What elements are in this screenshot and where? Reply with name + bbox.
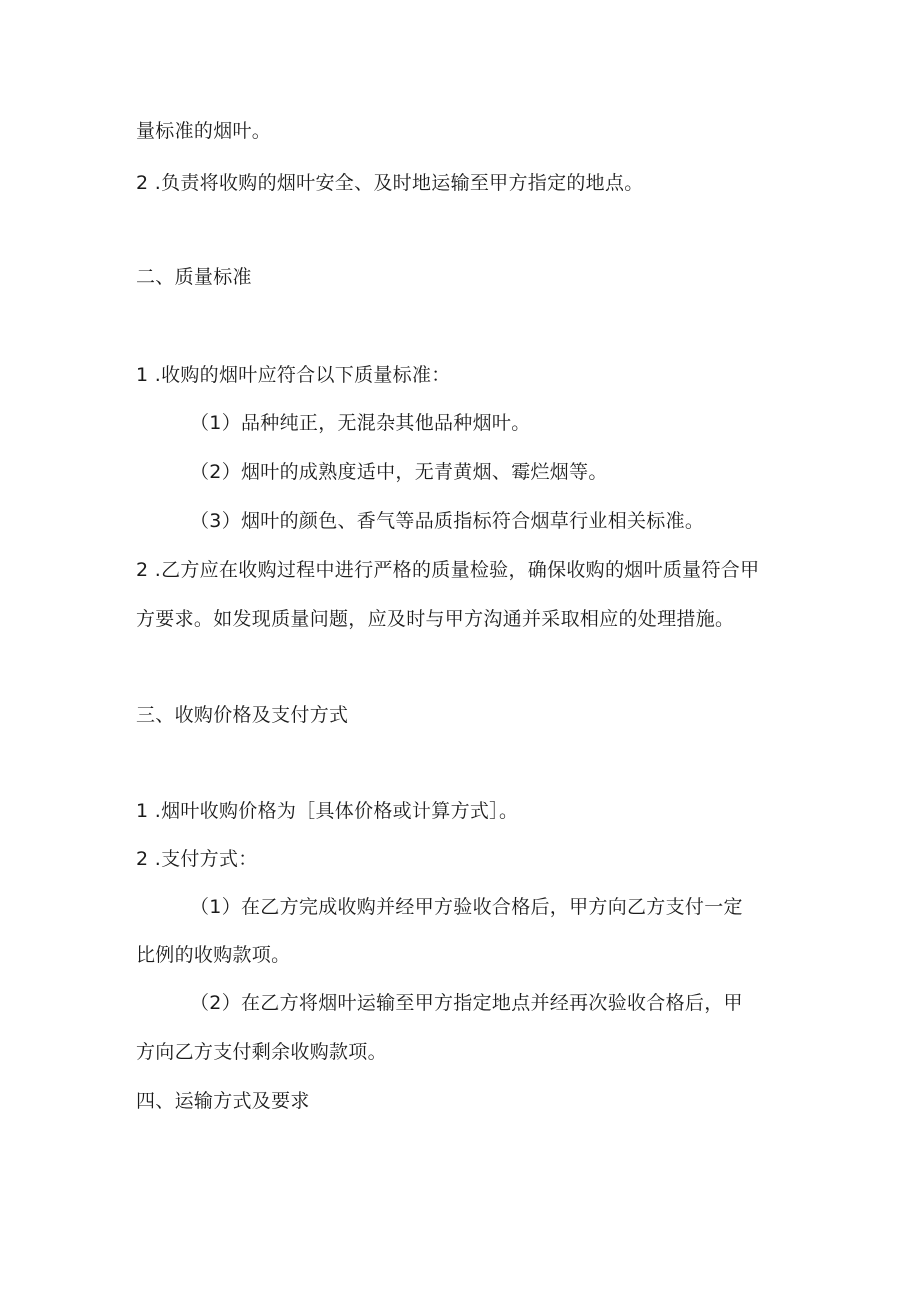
section3-item-1: 1 .烟叶收购价格为［具体价格或计算方式］。 (136, 800, 519, 822)
section2-item-1: 1 .收购的烟叶应符合以下质量标准： (136, 364, 451, 386)
section2-heading: 二、质量标准 (136, 266, 252, 288)
section3-sub-2-line-1: （2）在乙方将烟叶运输至甲方指定地点并经再次验收合格后，甲 (190, 992, 743, 1014)
section3-sub-1-line-2: 比例的收购款项。 (136, 944, 291, 966)
section2-item-2-line-2: 方要求。如发现质量问题，应及时与甲方沟通并采取相应的处理措施。 (136, 608, 735, 630)
section3-sub-2-line-2: 方向乙方支付剩余收购款项。 (136, 1041, 387, 1063)
section2-item-2-line-1: 2 .乙方应在收购过程中进行严格的质量检验，确保收购的烟叶质量符合甲 (136, 559, 760, 581)
section4-heading: 四、运输方式及要求 (136, 1090, 310, 1112)
section3-item-2: 2 .支付方式： (136, 848, 258, 870)
section1-item-2: 2 .负责将收购的烟叶安全、及时地运输至甲方指定的地点。 (136, 172, 644, 194)
section2-sub-2: （2）烟叶的成熟度适中，无青黄烟、霉烂烟等。 (190, 461, 608, 483)
continuation-line: 量标准的烟叶。 (136, 120, 272, 142)
section3-sub-1-line-1: （1）在乙方完成收购并经甲方验收合格后，甲方向乙方支付一定 (190, 896, 743, 918)
section2-sub-1: （1）品种纯正，无混杂其他品种烟叶。 (190, 412, 531, 434)
section2-sub-3: （3）烟叶的颜色、香气等品质指标符合烟草行业相关标准。 (190, 510, 705, 532)
section3-heading: 三、收购价格及支付方式 (136, 704, 349, 726)
